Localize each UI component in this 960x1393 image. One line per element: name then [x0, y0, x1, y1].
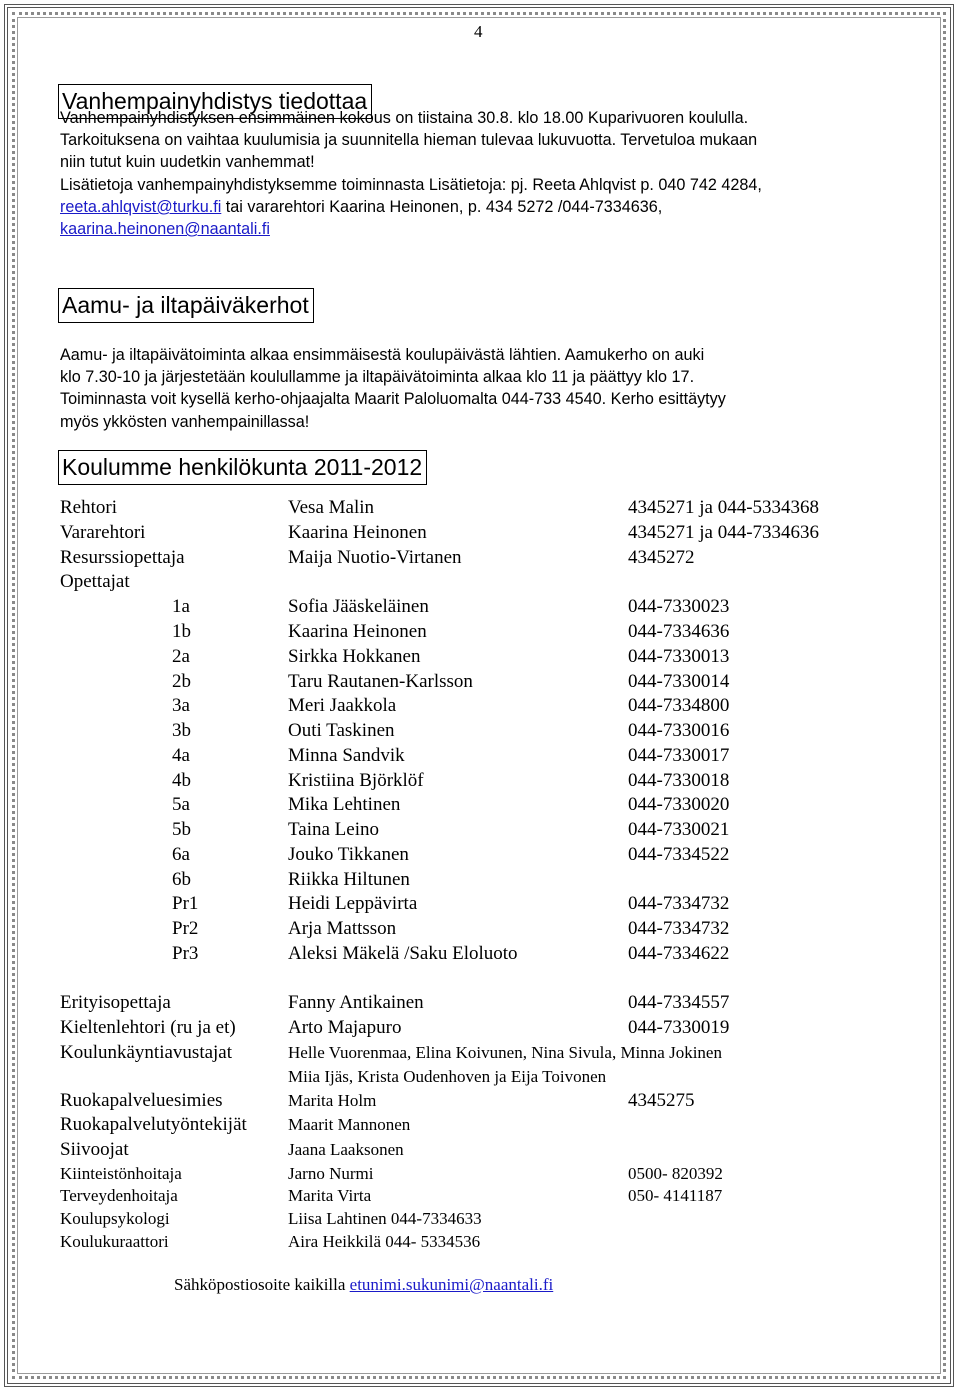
phone: 4345271 ja 044-5334368 — [628, 497, 820, 518]
name: Meri Jaakkola — [288, 695, 397, 716]
teacher-row — [60, 744, 920, 768]
staff-row — [60, 1113, 920, 1137]
phone: 044-7330016 — [628, 720, 730, 741]
class: 1b — [172, 621, 191, 642]
email-link-kaarina[interactable]: kaarina.heinonen@naantali.fi — [60, 220, 270, 239]
teacher-row — [60, 818, 920, 842]
name: Helle Vuorenmaa, Elina Koivunen, Nina Sivula, Minna Jokinen — [288, 1043, 722, 1062]
text-fragment: tai vararehtori Kaarina Heinonen, p. 434 5272 /044-7334636, — [221, 197, 663, 216]
name: Marita Holm — [288, 1091, 377, 1110]
staff-row-rehtori — [60, 496, 920, 520]
teacher-row — [60, 942, 920, 966]
class: 4a — [172, 745, 190, 766]
teacher-row — [60, 917, 920, 941]
role: Siivoojat — [60, 1139, 129, 1160]
name: Jaana Laaksonen — [288, 1140, 404, 1159]
paragraph-kerhot — [60, 344, 850, 433]
phone: 044-7330014 — [628, 671, 730, 692]
class: 1a — [172, 596, 190, 617]
class: 5b — [172, 819, 191, 840]
role: Kieltenlehtori (ru ja et) — [60, 1017, 236, 1038]
phone: 4345271 ja 044-7334636 — [628, 522, 820, 543]
role: Rehtori — [60, 497, 117, 518]
teacher-row — [60, 595, 920, 619]
teacher-row — [60, 694, 920, 718]
name: Kaarina Heinonen — [288, 621, 427, 642]
staff-row — [60, 1041, 920, 1065]
phone: 044-7330018 — [628, 770, 730, 791]
name: Arto Majapuro — [288, 1017, 402, 1038]
class: 2b — [172, 671, 191, 692]
name: Kaarina Heinonen — [288, 522, 427, 543]
teacher-row — [60, 868, 920, 892]
role: Kiinteistönhoitaja — [60, 1164, 182, 1183]
class: 5a — [172, 794, 190, 815]
phone: 044-7330019 — [628, 1017, 730, 1038]
text-line: Vanhempainyhdistyksen ensimmäinen kokous on tiistaina 30.8. klo 18.00 Kuparivuoren koululla. — [60, 109, 749, 127]
phone: 044-7330017 — [628, 745, 730, 766]
text-line: Tarkoituksena on vaihtaa kuulumisia ja suunnitella hieman tulevaa lukuvuotta. Tervetuloa mukaan — [60, 131, 758, 150]
text-line: niin tutut kuin uudetkin vanhemmat! — [60, 153, 315, 172]
staff-row — [60, 1207, 920, 1231]
staff-row — [60, 1230, 920, 1254]
name: Mika Lehtinen — [288, 794, 401, 815]
staff-row — [60, 1162, 920, 1186]
phone: 050- 4141187 — [628, 1186, 723, 1205]
name: Maija Nuotio-Virtanen — [288, 547, 462, 568]
text-line — [60, 218, 850, 240]
name: Minna Sandvik — [288, 745, 405, 766]
class: Pr1 — [172, 893, 199, 914]
teacher-row — [60, 892, 920, 916]
staff-row-resurssiopettaja — [60, 546, 920, 570]
staff-row-vararehtori — [60, 521, 920, 545]
text-line — [60, 196, 850, 218]
role: Resurssiopettaja — [60, 547, 185, 568]
phone: 044-7330023 — [628, 596, 730, 617]
name: Kristiina Björklöf — [288, 770, 424, 791]
name: Miia Ijäs, Krista Oudenhoven ja Eija Toivonen — [288, 1067, 607, 1086]
role: Vararehtori — [60, 522, 146, 543]
staff-row — [60, 991, 920, 1015]
phone: 044-7334800 — [628, 695, 730, 716]
role: Ruokapalveluesimies — [60, 1090, 223, 1111]
heading-henkilokunta: Koulumme henkilökunta 2011-2012 — [58, 450, 427, 485]
email-pattern-link[interactable]: etunimi.sukunimi@naantali.fi — [349, 1275, 554, 1294]
heading-kerhot: Aamu- ja iltapäiväkerhot — [58, 288, 314, 323]
staff-row — [60, 1089, 920, 1113]
email-note — [174, 1274, 553, 1296]
phone: 044-7334732 — [628, 893, 730, 914]
phone: 044-7330013 — [628, 646, 730, 667]
class: 6a — [172, 844, 190, 865]
name: Outi Taskinen — [288, 720, 395, 741]
teachers-label — [60, 570, 920, 594]
role: Ruokapalvelutyöntekijät — [60, 1114, 247, 1135]
email-link-reeta[interactable]: reeta.ahlqvist@turku.fi — [60, 197, 222, 216]
class: 4b — [172, 770, 191, 791]
page-number: 4 — [474, 22, 483, 41]
phone: 0500- 820392 — [628, 1164, 723, 1183]
role: Erityisopettaja — [60, 992, 171, 1013]
staff-row — [60, 1184, 920, 1208]
text-line: Lisätietoja vanhempainyhdistyksemme toiminnasta Lisätietoja: pj. Reeta Ahlqvist p. 040 742 4284, — [60, 175, 762, 194]
class: 3a — [172, 695, 190, 716]
phone: 044-7334522 — [628, 844, 730, 865]
text-line: Aamu- ja iltapäivätoiminta alkaa ensimmäisestä koulupäivästä lähtien. Aamukerho on auki — [60, 346, 705, 364]
staff-row — [60, 1065, 920, 1089]
name: Aleksi Mäkelä /Saku Eloluoto — [288, 943, 518, 964]
role: Opettajat — [60, 571, 130, 592]
phone: 044-7334732 — [628, 918, 730, 939]
text-line: Toiminnasta voit kysellä kerho-ohjaajalta Maarit Paloluomalta 044-733 4540. Kerho esittäytyy — [60, 390, 726, 409]
teacher-row — [60, 719, 920, 743]
name: Jarno Nurmi — [288, 1164, 374, 1183]
paragraph-vanhempainyhdistys — [60, 107, 850, 240]
role: Koulupsykologi — [60, 1209, 170, 1228]
email-note-text: Sähköpostiosoite kaikilla — [174, 1275, 350, 1294]
class: 2a — [172, 646, 190, 667]
name: Heidi Leppävirta — [288, 893, 418, 914]
class: Pr2 — [172, 918, 199, 939]
phone: 044-7334622 — [628, 943, 730, 964]
staff-row — [60, 1016, 920, 1040]
phone: 044-7334557 — [628, 992, 730, 1013]
name: Maarit Mannonen — [288, 1115, 411, 1134]
teacher-row — [60, 843, 920, 867]
name: Taina Leino — [288, 819, 379, 840]
name: Sofia Jääskeläinen — [288, 596, 429, 617]
role: Koulunkäyntiavustajat — [60, 1042, 233, 1063]
name: Liisa Lahtinen 044-7334633 — [288, 1209, 482, 1228]
name: Fanny Antikainen — [288, 992, 424, 1013]
heading-vanhempainyhdistys: Vanhempainyhdistys tiedottaa — [58, 84, 372, 119]
phone: 4345272 — [628, 547, 695, 568]
name: Taru Rautanen-Karlsson — [288, 671, 473, 692]
name: Jouko Tikkanen — [288, 844, 409, 865]
role: Koulukuraattori — [60, 1232, 169, 1251]
role: Terveydenhoitaja — [60, 1186, 178, 1205]
teacher-row — [60, 769, 920, 793]
teacher-row — [60, 670, 920, 694]
name: Vesa Malin — [288, 497, 375, 518]
class: 6b — [172, 869, 191, 890]
staff-row — [60, 1138, 920, 1162]
name: Marita Virta — [288, 1186, 372, 1205]
text-line: myös ykkösten vanhempainillassa! — [60, 412, 310, 431]
phone: 044-7330021 — [628, 819, 730, 840]
class: Pr3 — [172, 943, 199, 964]
teacher-row — [60, 645, 920, 669]
name: Sirkka Hokkanen — [288, 646, 421, 667]
teacher-row — [60, 620, 920, 644]
name: Aira Heikkilä 044- 5334536 — [288, 1232, 481, 1251]
name: Arja Mattsson — [288, 918, 397, 939]
phone: 044-7334636 — [628, 621, 730, 642]
text-line: klo 7.30-10 ja järjestetään koulullamme ja iltapäivätoiminta alkaa klo 11 ja päättyy klo 17. — [60, 368, 695, 387]
name: Riikka Hiltunen — [288, 869, 410, 890]
teacher-row — [60, 793, 920, 817]
phone: 044-7330020 — [628, 794, 730, 815]
phone: 4345275 — [628, 1090, 695, 1111]
class: 3b — [172, 720, 191, 741]
